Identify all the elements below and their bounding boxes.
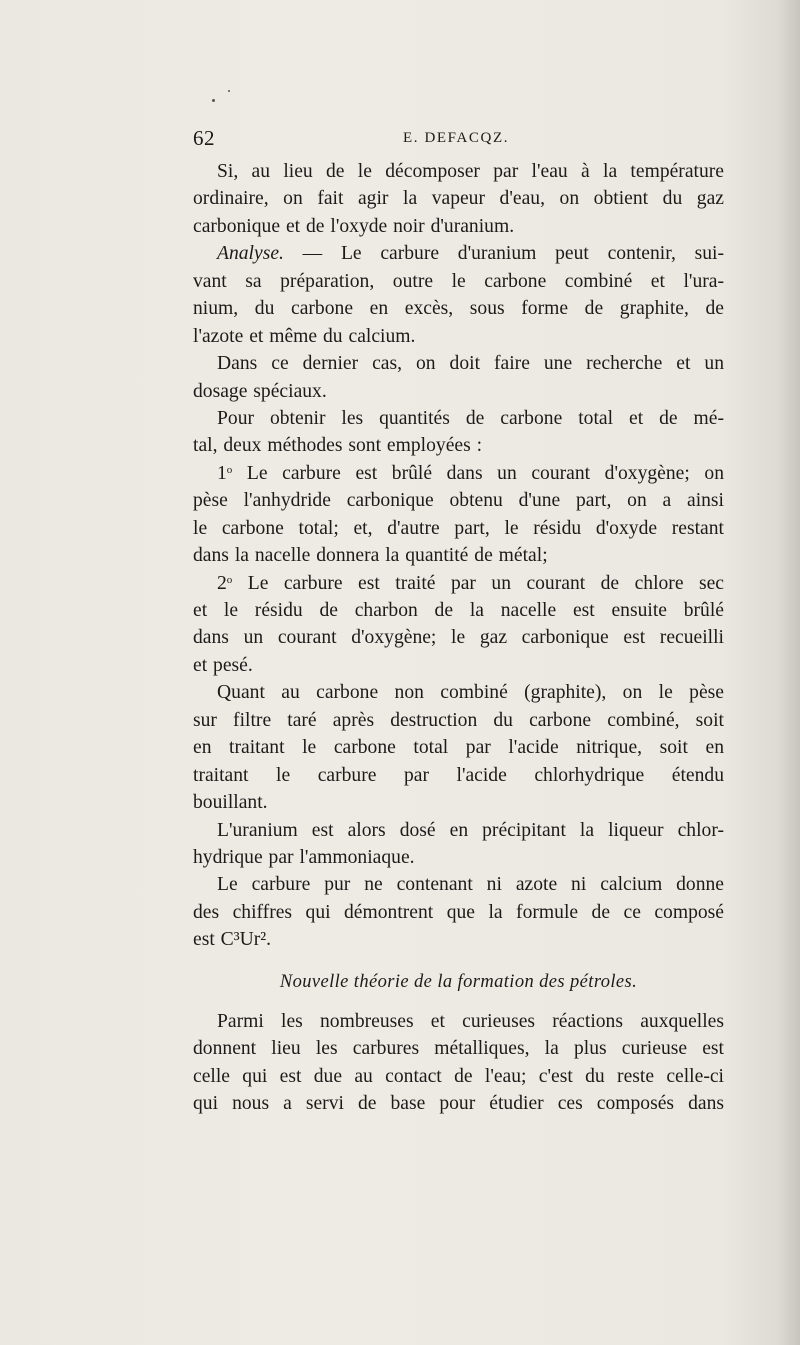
text-line [193,1063,724,1090]
list-number-superscript: o [226,463,233,476]
line-text: Le carbure pur ne contenant ni azote ni calcium donne [217,874,724,896]
page-header [193,126,723,156]
line-text: Parmi les nombreuses et curieuses réactions auxquelles [217,1011,724,1032]
text-line [193,240,724,267]
line-text: bouillant. [193,792,268,814]
text-line [193,185,724,212]
text-line [193,378,724,405]
text-line [193,268,724,295]
line-text: est C³Ur². [193,929,272,951]
text-line [193,213,724,240]
line-text: Le carbure est traité par un courant de chlore sec [247,572,724,594]
text-line [193,789,724,816]
line-text: en traitant le carbone total par l'acide nitrique, soit en [193,737,724,759]
line-text: — Le carbure d'uranium peut contenir, sui- [302,243,724,265]
line-text: Pour obtenir les quantités de carbone total et de mé- [217,407,724,429]
line-text: Dans ce dernier cas, on doit faire une recherche et un [217,353,724,375]
text-line [193,817,724,844]
line-text: traitant le carbure par l'acide chlorhydrique étendu [193,764,724,786]
line-text: nium, du carbone en excès, sous forme de graphite, de [193,298,724,320]
line-text: dans la nacelle donnera la quantité de métal; [193,545,548,567]
text-line [193,1008,724,1035]
line-text: le carbone total; et, d'autre part, le résidu d'oxyde restant [193,517,724,539]
text-line [193,158,724,185]
line-text: et le résidu de charbon de la nacelle est ensuite brûlé [193,600,724,621]
text-line [193,350,724,377]
text-line [193,624,724,651]
text-line [193,707,724,734]
page-edge-shadow [778,0,800,1345]
line-text: l'azote et même du calcium. [193,325,416,347]
text-line [193,542,724,569]
ink-speck [212,99,215,102]
line-text: L'uranium est alors dosé en précipitant la liqueur chlor- [217,819,724,841]
text-line [193,844,724,871]
list-number: 1 [217,462,227,484]
line-text: qui nous a servi de base pour étudier ces composés dans [193,1093,724,1115]
line-text: Quant au carbone non combiné (graphite), on le pèse [217,682,724,704]
page-number: 62 [193,126,215,150]
text-line [193,1090,724,1117]
line-text: tal, deux méthodes sont employées : [193,435,483,457]
text-line [193,487,724,514]
text-line [193,899,724,926]
text-line [193,871,724,898]
text-line [193,652,724,679]
line-text: dans un courant d'oxygène; le gaz carbonique est recueilli [193,627,724,649]
text-line [193,570,724,597]
line-text: hydrique par l'ammoniaque. [193,846,415,868]
text-line [193,926,724,953]
text-line [193,597,724,624]
line-text: dosage spéciaux. [193,380,327,402]
line-text: sur filtre taré après destruction du carbone combiné, soit [193,709,724,731]
body-text [193,158,724,954]
running-head: E. DEFACQZ. [403,130,510,146]
text-line [193,323,724,350]
line-text: vant sa préparation, outre le carbone combiné et l'ura- [193,270,724,292]
line-text: pèse l'anhydride carbonique obtenu d'une part, on a ainsi [193,490,724,512]
text-line [193,762,724,789]
line-text: celle qui est due au contact de l'eau; c'est du reste celle-ci [193,1065,724,1087]
line-text: et pesé. [193,654,253,676]
line-text: des chiffres qui démontrent que la formule de ce composé [193,901,724,923]
body-text-continued [193,1008,724,1118]
text-line [193,460,724,487]
ink-speck [228,90,230,92]
section-title: Nouvelle théorie de la formation des pétroles. [279,972,638,992]
run-in-heading: Analyse. [217,243,284,265]
text-line [193,734,724,761]
list-number: 2 [217,572,227,594]
text-line [193,515,724,542]
line-text: donnent lieu les carbures métalliques, la plus curieuse est [193,1038,724,1060]
line-text: Le carbure est brûlé dans un courant d'oxygène; on [246,462,724,484]
line-text: ordinaire, on fait agir la vapeur d'eau, on obtient du gaz [193,188,724,210]
text-line [193,679,724,706]
list-number-superscript: o [226,573,233,586]
line-text: Si, au lieu de le décomposer par l'eau à la température [217,161,724,182]
line-text: carbonique et de l'oxyde noir d'uranium. [193,215,515,237]
text-line [193,432,724,459]
text-line [193,1035,724,1062]
text-line [193,405,724,432]
text-line [193,295,724,322]
